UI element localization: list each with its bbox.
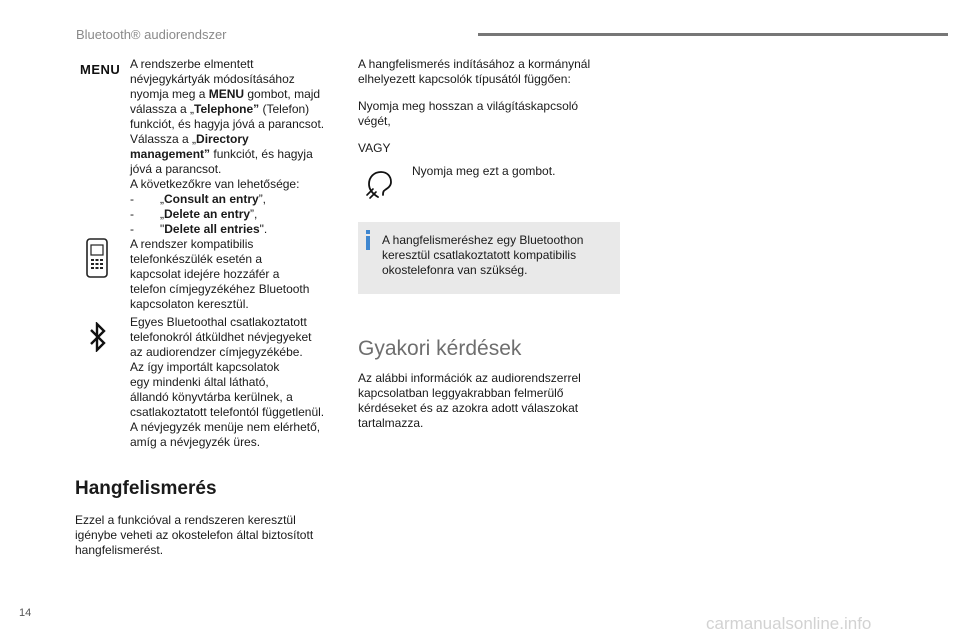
option-delete-all: - "Delete all entries". xyxy=(130,222,268,236)
voice-start-text: A hangfelismerés indításához a kormánynál elhelyezett kapcsolók típusától függően: xyxy=(358,57,591,86)
option-delete: - „Delete an entry”, xyxy=(130,207,258,221)
page-number: 14 xyxy=(19,607,32,619)
or-text: VAGY xyxy=(358,141,391,155)
info-box-text: A hangfelismeréshez egy Bluetoothon keresztül csatlakoztatott kompatibilis okostelefonra van szükség. xyxy=(382,233,584,277)
header-rule xyxy=(478,33,948,36)
phone-compat-text: A rendszer kompatibilis telefonkészülék esetén a kapcsolat idejére hozzáfér a telefon címjegyzékéhez Bluetooth kapcsolaton keresztül. xyxy=(130,237,310,311)
section-heading-voice: Hangfelismerés xyxy=(75,478,217,499)
bluetooth-icon xyxy=(88,322,108,352)
menu-button-icon: MENU xyxy=(80,62,121,77)
faq-intro-text: Az alábbi információk az audiorendszerrel kapcsolatban leggyakrabban felmerülő kérdéseket és az azokra adott válaszokat tartalmazza. xyxy=(358,371,581,430)
bluetooth-import-text: Egyes Bluetoothal csatlakoztatott telefonokról átküldhet névjegyeket az audiorendzer címjegyzékébe. Az így importált kapcsolatok egy mindenki által látható, állandó könyvtárba kerülnek, a csatlakoztatott telefontól függetlenül. A névjegyzék menüje nem elérhető, amíg a névjegyzék üres. xyxy=(130,315,325,449)
page-header-title: Bluetooth® audiorendszer xyxy=(76,27,227,42)
voice-command-icon xyxy=(363,167,397,201)
voice-intro-text: Ezzel a funkcióval a rendszeren keresztül igénybe veheti az okostelefon által biztosított hangfelismerést. xyxy=(75,513,314,557)
menu-instructions: A rendszerbe elmentett névjegykártyák módosításához nyomja meg a MENU gombot, majd válassza a „Telephone” (Telefon) funkciót, és hagyja jóvá a parancsot. Válassza a „Directory management” funkciót, és hagyja jóvá a parancsot. A következőkre van lehetősége: - „Consult an entry”, - „Delete an entry”, - "Delete all entries". xyxy=(130,57,350,237)
watermark-text: carmanualsonline.info xyxy=(706,614,872,633)
option-consult: - „Consult an entry”, xyxy=(130,192,267,206)
long-press-text: Nyomja meg hosszan a világításkapcsoló végét, xyxy=(358,99,579,128)
phone-icon xyxy=(85,238,109,278)
info-icon xyxy=(363,230,373,250)
press-button-text: Nyomja meg ezt a gombot. xyxy=(412,164,556,178)
section-heading-faq: Gyakori kérdések xyxy=(358,337,522,360)
